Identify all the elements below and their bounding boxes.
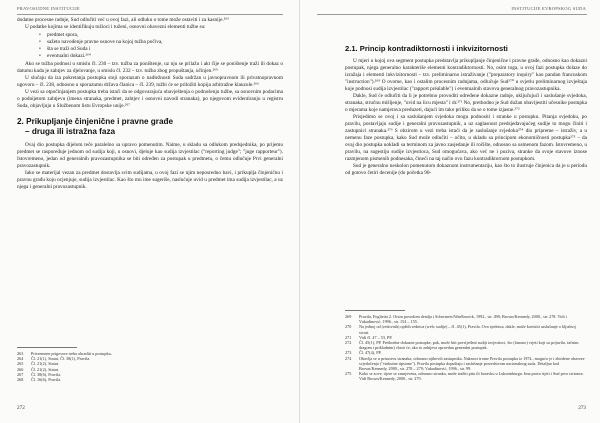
footnote: 274 Obavlja se u prisustvu stranaka, odnosno njihovih zastupnika. Naknovi trome Pravila postupka iz 1974., mogućo je i zbirdene obaveze svjedočenja ("vinkutne tipstone"). Pravila postupka dopuštaju i saslušanje posredstvom nacionalnog suda. Detaljno kod Brown/Kennedy, 2000., str. 278 – 279; Vukadinović, 1996., str. 99. [345,355,585,372]
list-item: • predmet spora, [47,32,283,39]
paragraph: Iako se materijal vezan za predmet dostavlja svim sudijama, u ovoj fazi se njim neposredno bavi, i prikuplja činjeničnu i pravnu građu koju ocjenjuje, sudija izvjestilac. Kao što mu ime sugeriše, naslućuje uvid u predmet ima sudija izvjestilac, a uz njega i generalni pravozastupnik. [17,170,283,190]
right-page [300,0,600,423]
paragraph: Ako se tužba podnosi u smislu čl. 230 – tzv. tužba za poništenje, uz nju se prilažu i akt čije se poništenje traži ili dokaz o datumu kada je zahtjev za djelovanje, u smislu čl. 232 – tzv. tužba zbog propuštanja, učinjen.²⁶⁵ [17,61,283,74]
footnote: 267 Čl. 38(6), Pravila. [17,371,62,377]
list-item: • eventualni dokazi.²⁶⁴ [47,53,283,60]
paragraph: Dakle, Sud će odlučiti da li je potrebno provoditi određene dokazne radnje, uključujući i saslušanje svjedoka, stranaka, stručnu mišljenje, "uvid na licu mjesta" i dr.²⁷¹ No, prethodno je Sud dužan obavijestiti učesnike postupka o mjerama koje namjerava preduzeti, dajući im tako priliku da se o tome izjasne.²⁷² [345,93,587,113]
paragraph: dodatne procesne radnje, Sud odlučiti već u ovoj fazi, ali odluku o tome može ostaviti i za kasnije.²⁶³ [17,17,229,23]
paragraph: U vezi sa otpočinjanjem postupka treba istaći da se odgovarajuća obavještenja o podnošenju tužbe, sa osnovnim podacima o podnijetom zahtjevu (imena stranaka, predmet, zahtjev i osnovni navodi stranaka), po njegovom evidentiranju u registru Suda, objavljuju u Službenom listu Evropske unije.²⁶⁷ [17,89,283,109]
paragraph: Sud je generalno neskolon pomenutom dokaznom instrumentariju, kao što to ilustruje činjenica da je u periodu od gotovo četiri decenije (do početka 90- [345,163,587,176]
footnote: 271 Vidi čl. 47 – 53, PP. [345,334,393,340]
header-rule-right [317,14,587,15]
footnotes-right [345,314,587,382]
footnote: 272 Čl. 45(1), PP. Prethodne dokazne postupke, pak, može biti povrijeđeni sudiji izvjestioci, što (fanono) vrjeti koji su prijavila, tačnim dragom i prikladnim) vlasti će, ako to zahtjeva opravdan generalni postupak. [345,340,579,351]
right-body-text [345,58,587,177]
paragraph: U mjeri u kojoj ova segment postupka predstavlja prikupljanje činjenične i pravne građe, odnosno kao dokazni postupak, njega generalno karakteriše elementi kontradiktornosti. No, osim toga, u ovoj fazi postupka dolaze do izražaja i elementi inkvizitornosti – tzv. preliminarno istraživanje ("preparatory inquiry" kao pandan francuskom "instruction").²⁶⁹ O ovome, kao i ostalim procesnim radnjama, odlučuje Sud²⁷⁰ u svjetlu preliminarnog izvještaja koje podnosi sudija izvjestilac ("rapport préalable") i eventualnih stavova generalnog pravozastupnika. [345,58,587,92]
list-item: • šta se traži od Suda i [47,46,283,53]
footnote: 270 Na jednoj od (redovnih) opštih sednica (weh; sudije) – čl. 45(1), Pravila. Ova sjednica, dakle, može koristiti saslušanje o ključnoj stvari. [345,324,576,335]
running-header-left: PRAVOSUDNE INSTITUCIJE [17,6,80,11]
footnotes-left [17,351,283,382]
footnote: 265 Čl. 21(2), Statut. [17,361,60,367]
footnote: 273 Čl. 47(4), PP. [345,350,382,356]
paragraph: U podatke kojima se identifikuju tužioci i tuženi, osnovni obavezni elementi tužbe su: [25,24,206,30]
paragraph: U slučaju da iza pokretanja postupka stoji sporazum o nadležnosti Suda sadržan u javnopravnom ili privatnopravnom ugovoru – čl. 238, odnosno u sporazumu država članica – čl. 239, tužbi će se priložiti kopija arbitražne klauzule.²⁶⁶ [17,75,283,88]
paragraph: Prisjedimo se ovoj i sa saslušanjem svjedoka mogu podnositi i stranke u postupku. Pitanja svjedoku, po pravilu, postavljaju sudije i generalni pravozastupnik, a uz saglasnost predsjedavajućeg sudije to mogu činiti i zastupnici stranaka.²⁷³ S obzirom u vezi treba istaći da je saslušanje svjedoka²⁷⁴ dio pripreme – istraživ, a u nemenu faze postupka, kako Sud može odlučiti – očito, u skladu sa principom ekonomičnosti postupka²⁷⁵ – da ovaj dio postupka uokladi sa terminom za javno zasjedanje ili ročište, odnosno sa usmenom fazom. Istovremeno, u pravilu, na sugestiju sudije izvjestioca, Sud omogućava, ako već ne i poziva, stranke da svoje stavove iznose razmjenom pismenih podnesaka, čineći na taj način ovu fazu kontradiktornom postupkom. [345,114,587,162]
section-heading: 2. Prikupljanje činjenične i pravne građe – druga ili istražna faza [17,117,174,136]
footnote: 264 Čl. 21(1), Statut, Čl. 38(1), Pravila. [17,356,91,362]
left-body-text [17,17,283,191]
footnote-rule-left [17,347,77,348]
footnote: 263 Privremene prigovore treba obraditi u postupku. [17,351,112,356]
page-number-right: 273 [578,405,586,411]
paragraph: Ovaj dio postupka dijelom teče paralelno sa upravo pomenutim. Naime, u skladu sa odlukom predsjednika, po prijemu predmet se raspoređuje jednom od sudija koji, u osnovi, djeluje kao sudija izvjestilac ("reporting judge"; "juge rapporteur"). Istovremeno, jedan od generalnih pravozastupnika se biti određen za postupak u predmetu, o čemu odlučuje Prvi generalni pravozastupnik. [17,142,283,169]
footnote: 266 Čl. 21(2), Statut. [17,366,60,372]
footnote: 268 Čl. 16(6), Pravila. [17,377,62,383]
footnote: 269 Pravila, Foglietta 2. Orion povodom detalja i Schermers/Waelbroeck, 1992., str. 490; Brown/Kennedy, 2000., str. 278. Vidi i Vukadinović, 1996., str. 154 – 155. [345,314,567,325]
footnote: 275 Kako se zove, tijere se zasnjevena, odnosno stranka, može tražiti pitu ili boravku u Luksemburgu. Ima pravo tijeti i Sud prvo izrtanca. Vidi Brown/Kennedy, 2000., str. 279. [345,371,584,382]
list-item: • sažeto navođenje pravne osnove na kojoj tužba počiva, [47,39,283,46]
page-number-left: 272 [17,405,25,411]
section-heading: 2.1. Princip kontradiktornosti i inkvizitornosti [345,44,508,53]
header-rule-left [17,14,283,15]
running-header-right: INSTITUCIJE EVROPSKOG SUDA [511,6,586,11]
footnote-rule-right [345,310,405,311]
elements-list [17,32,283,60]
